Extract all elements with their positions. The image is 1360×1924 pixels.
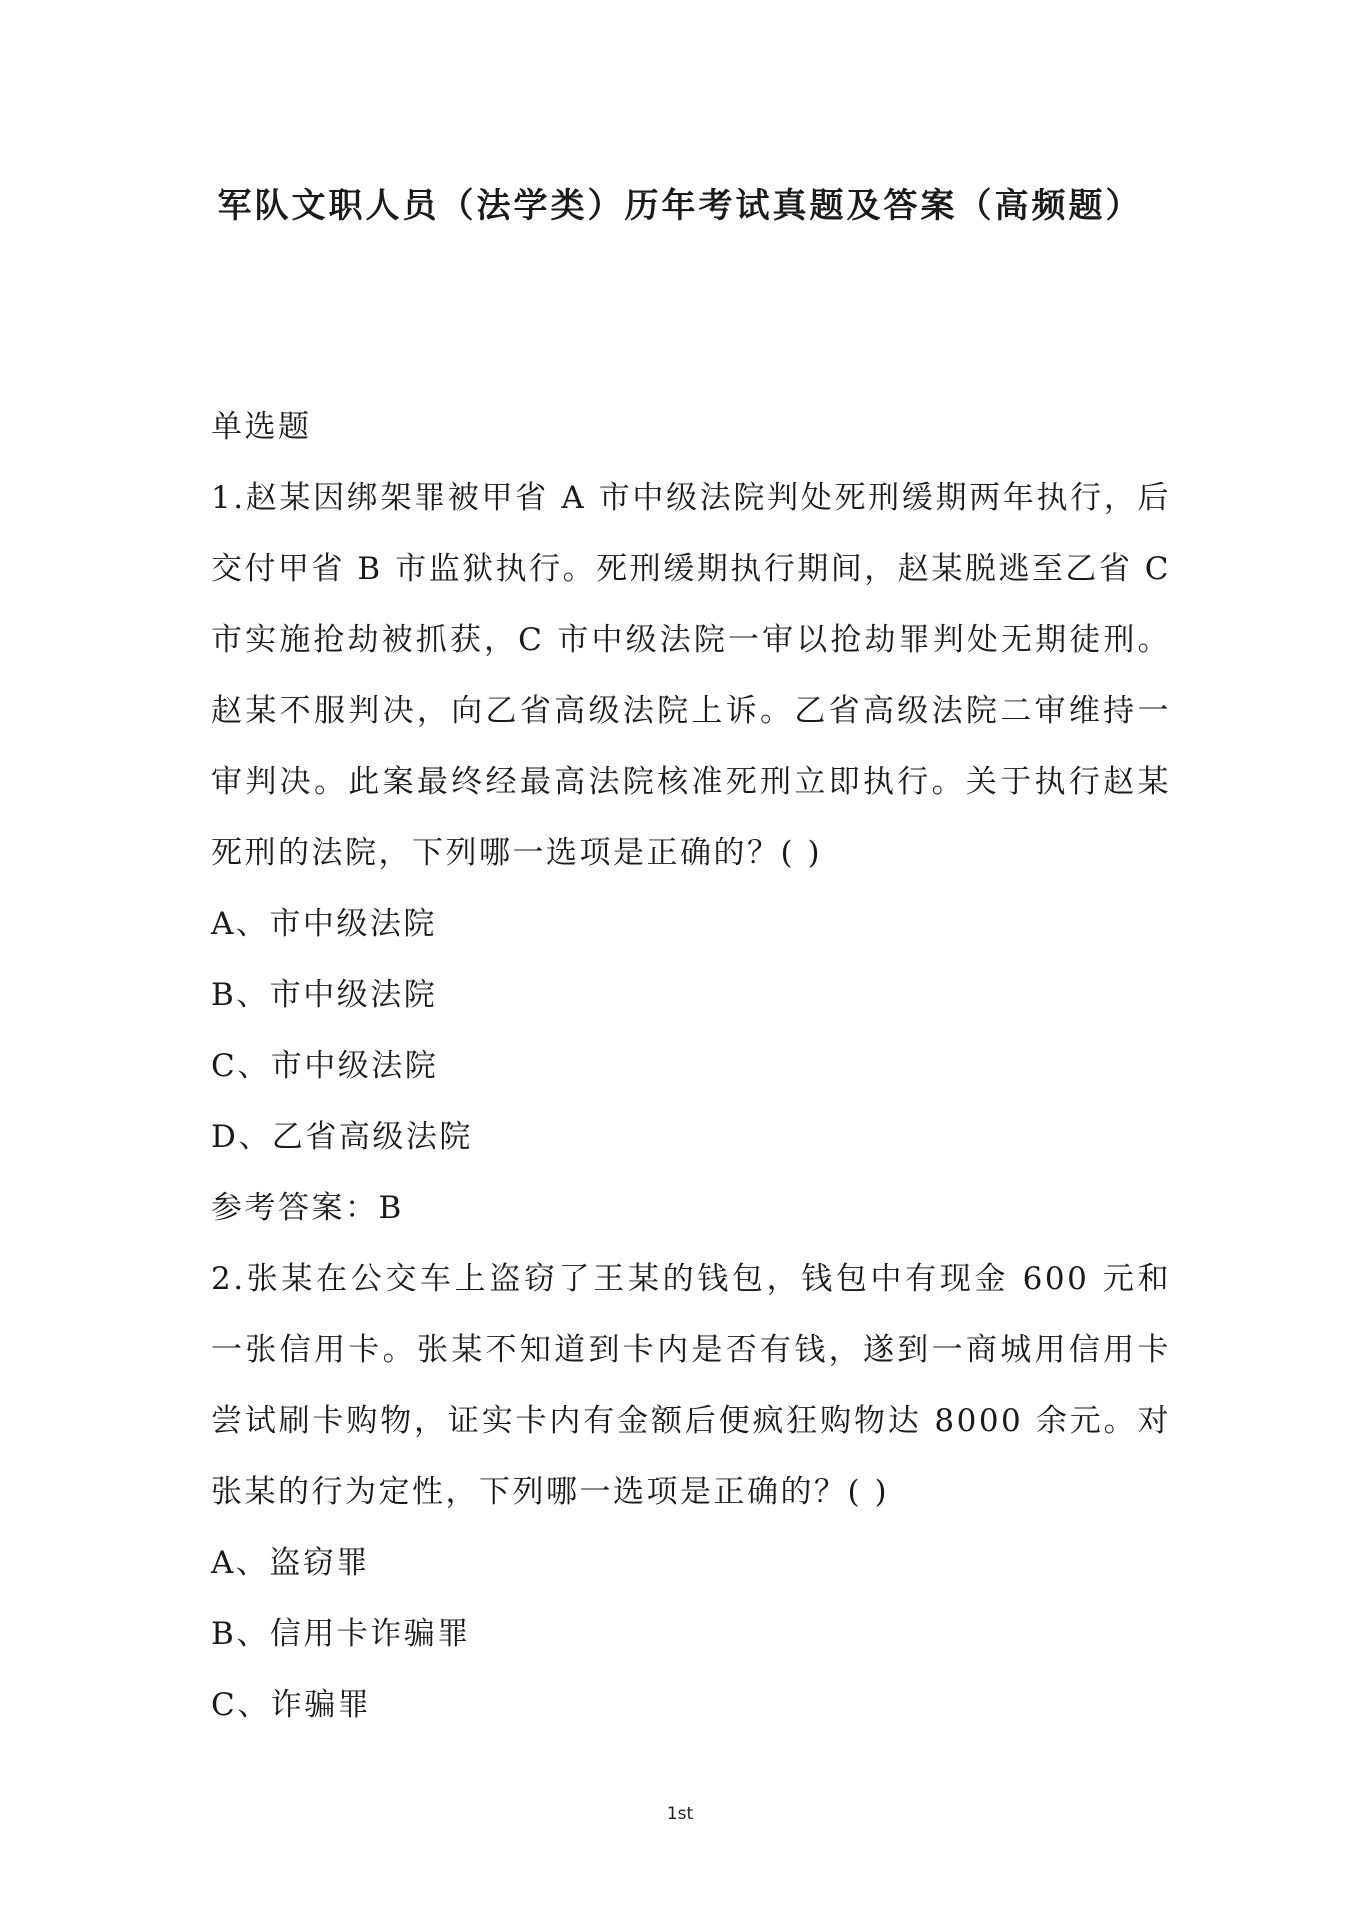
document-body: [211, 392, 1171, 1741]
question-1-answer: 参考答案：B: [211, 1190, 404, 1226]
page-number: 1st: [666, 1804, 694, 1824]
question-2-option-c: C、诈骗罪: [211, 1687, 372, 1723]
question-1-option-d: D、乙省高级法院: [211, 1119, 473, 1155]
question-2-option-b: B、信用卡诈骗罪: [211, 1616, 471, 1652]
question-1-option-b: B、市中级法院: [211, 977, 438, 1013]
question-1-option-c: C、市中级法院: [211, 1048, 439, 1084]
question-2: [211, 1244, 1171, 1741]
question-1: [211, 463, 1171, 1244]
question-1-text: 1.赵某因绑架罪被甲省 A 市中级法院判处死刑缓期两年执行，后交付甲省 B 市监狱执行。死刑缓期执行期间，赵某脱逃至乙省 C 市实施抢劫被抓获，C 市中级法院一审以抢劫罪判处无期徒刑。赵某不服判决，向乙省高级法院上诉。乙省高级法院二审维持一审判决。此案最终经最高法院核准死刑立即执行。关于执行赵某死刑的法院，下列哪一选项是正确的？( ): [211, 480, 1171, 871]
question-2-option-a: A、盗窃罪: [211, 1545, 370, 1581]
page-title: 军队文职人员（法学类）历年考试真题及答案（高频题）: [217, 186, 1143, 226]
question-2-text: 2.张某在公交车上盗窃了王某的钱包，钱包中有现金 600 元和一张信用卡。张某不知道到卡内是否有钱，遂到一商城用信用卡尝试刷卡购物，证实卡内有金额后便疯狂购物达 8000 余元。对张某的行为定性，下列哪一选项是正确的？( ): [211, 1261, 1171, 1510]
section-heading: 单选题: [211, 409, 312, 445]
question-1-option-a: A、市中级法院: [211, 906, 437, 942]
